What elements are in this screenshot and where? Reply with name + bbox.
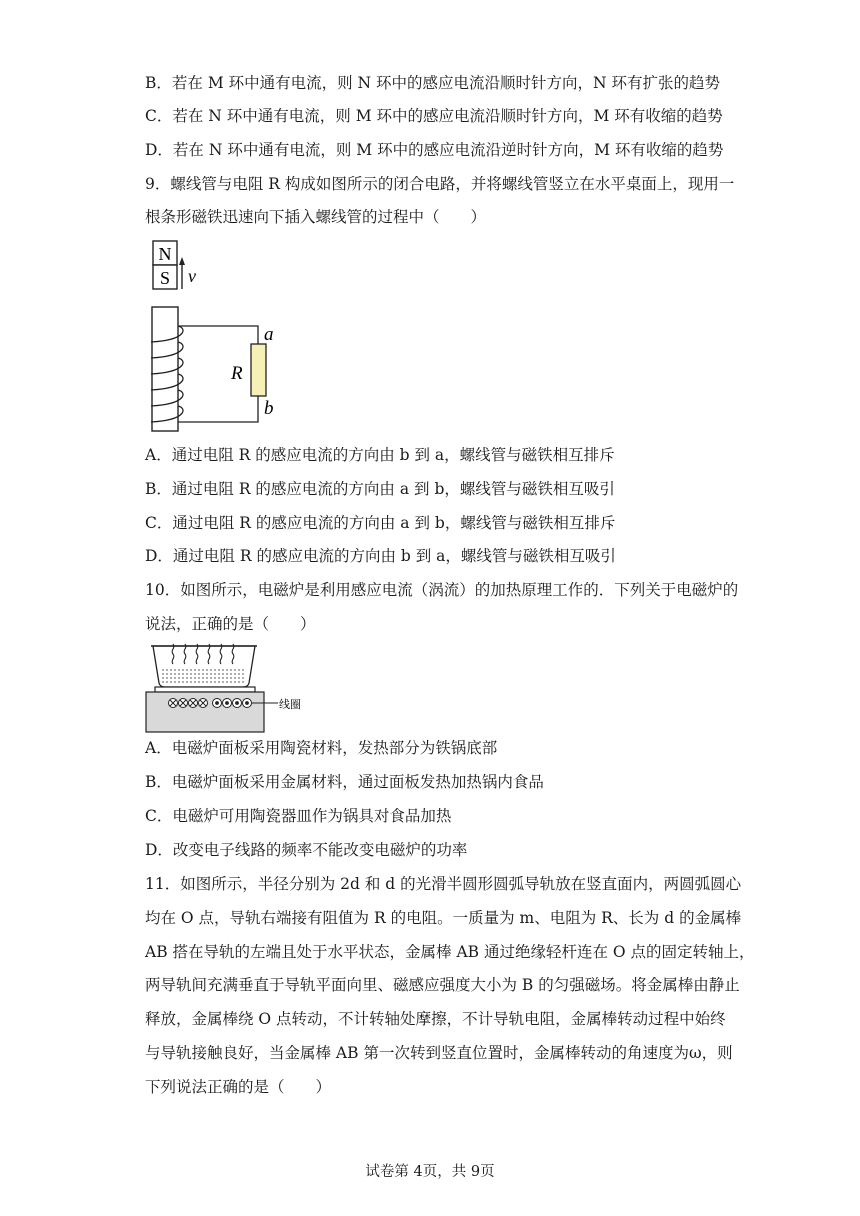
text-line-q9-d: D．通过电阻 R 的感应电流的方向由 b 到 a，螺线管与磁铁相互吸引 — [145, 547, 616, 565]
text-line-q11-l1: 11．如图所示，半径分别为 2d 和 d 的光滑半圆形圆弧导轨放在竖直面内，两圆弧圆心 — [145, 875, 742, 893]
cooker-plate — [155, 687, 255, 692]
text-line-q10-d: D．改变电子线路的频率不能改变电磁炉的功率 — [145, 841, 468, 859]
text-line-q11-l2: 均在 O 点，导轨右端接有阻值为 R 的电阻。一质量为 m、电阻为 R、长为 d 的金属棒 — [145, 909, 742, 927]
text-line-q11-l3: AB 搭在导轨的左端且处于水平状态，金属棒 AB 通过绝缘轻杆连在 O 点的固定转轴上， — [145, 943, 755, 961]
terminal-a-label: a — [264, 324, 274, 345]
resistor-label: R — [231, 363, 243, 384]
text-line-q11-l5: 释放，金属棒绕 O 点转动，不计转轴处摩擦，不计导轨电阻，金属棒转动过程中始终 — [145, 1010, 726, 1028]
top-wire — [178, 326, 258, 344]
text-line-q10-l2: 说法，正确的是（ ） — [145, 615, 316, 633]
text-line-q10-l1: 10．如图所示，电磁炉是利用感应电流（涡流）的加热原理工作的．下列关于电磁炉的 — [145, 581, 739, 599]
text-line-q11-l4: 两导轨间充满垂直于导轨平面向里、磁感应强度大小为 B 的匀强磁场。将金属棒由静止 — [145, 976, 740, 994]
resistor — [251, 344, 266, 396]
cooker-base — [146, 692, 264, 732]
induction-cooker-figure — [145, 640, 315, 735]
text-line-q9-b: B．通过电阻 R 的感应电流的方向由 a 到 b，螺线管与磁铁相互吸引 — [145, 480, 615, 498]
page-footer: 试卷第 4页，共 9页 — [365, 1164, 495, 1180]
solenoid-circuit-figure — [145, 236, 285, 436]
text-line-q9-l2: 根条形磁铁迅速向下插入螺线管的过程中（ ） — [145, 208, 487, 226]
text-line-q8-d: D．若在 N 环中通有电流，则 M 环中的感应电流沿逆时针方向，M 环有收缩的趋势 — [145, 141, 724, 159]
pot-food — [162, 668, 246, 684]
text-line-q9-l1: 9．螺线管与电阻 R 构成如图所示的闭合电路，并将螺线管竖立在水平桌面上，现用一 — [145, 175, 735, 193]
text-line-q11-l7: 下列说法正确的是（ ） — [145, 1078, 332, 1096]
solenoid-core — [152, 307, 178, 431]
text-line-q10-b: B．电磁炉面板采用金属材料，通过面板发热加热锅内食品 — [145, 773, 544, 791]
bottom-wire — [178, 396, 258, 422]
text-line-q9-a: A．通过电阻 R 的感应电流的方向由 b 到 a，螺线管与磁铁相互排斥 — [145, 446, 615, 464]
magnet-south-label: S — [159, 268, 171, 288]
coil-label: 线圈 — [279, 698, 301, 711]
terminal-b-label: b — [264, 398, 274, 419]
text-line-q11-l6: 与导轨接触良好，当金属棒 AB 第一次转到竖直位置时，金属棒转动的角速度为ω，则 — [145, 1044, 733, 1062]
text-line-q9-c: C．通过电阻 R 的感应电流的方向由 a 到 b，螺线管与磁铁相互排斥 — [145, 514, 616, 532]
magnet-north-label: N — [158, 244, 172, 264]
text-line-q8-b: B．若在 M 环中通有电流，则 N 环中的感应电流沿顺时针方向，N 环有扩张的趋势 — [145, 74, 721, 92]
velocity-arrowhead — [179, 257, 185, 265]
text-line-q10-c: C．电磁炉可用陶瓷器皿作为锅具对食品加热 — [145, 807, 452, 825]
text-line-q10-a: A．电磁炉面板采用陶瓷材料，发热部分为铁锅底部 — [145, 739, 498, 757]
velocity-label: v — [188, 266, 196, 286]
text-line-q8-c: C．若在 N 环中通有电流，则 M 环中的感应电流沿顺时针方向，M 环有收缩的趋势 — [145, 107, 723, 125]
